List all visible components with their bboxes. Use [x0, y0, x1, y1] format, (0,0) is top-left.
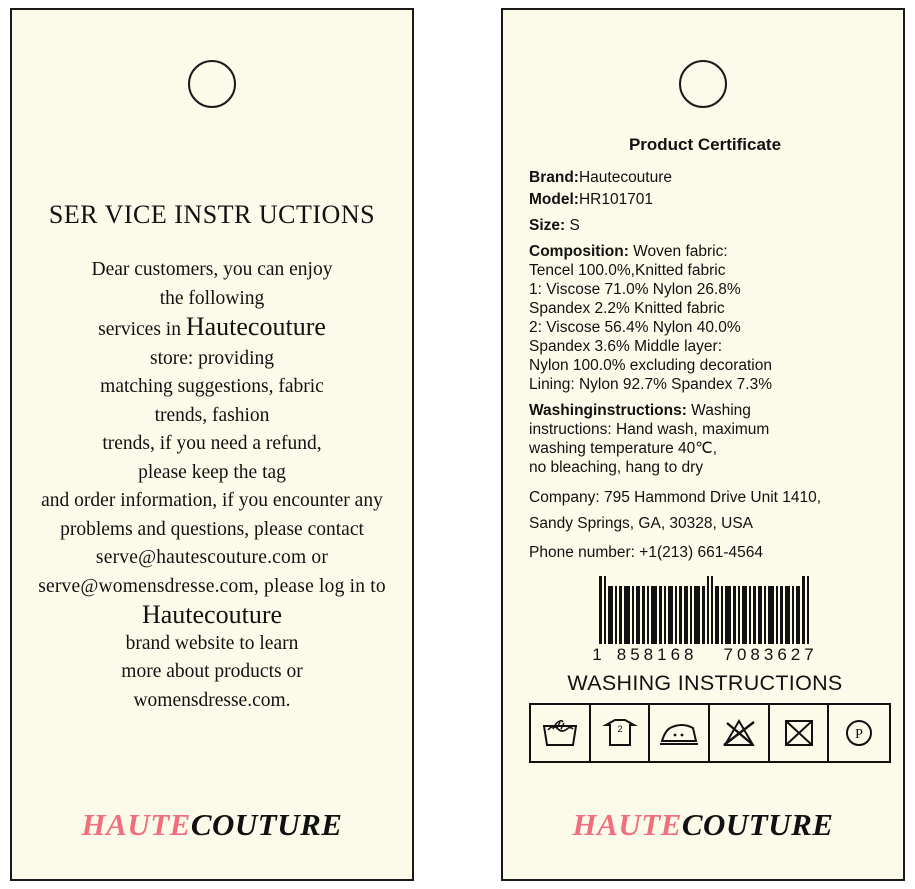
do-not-bleach-icon [710, 705, 770, 761]
field-company-line2: Sandy Springs, GA, 30328, USA [529, 515, 754, 532]
field-company-line1: 795 Hammond Drive Unit 1410, [599, 489, 822, 506]
support-email-line: serve@womensdresse.com, please log in to [38, 575, 386, 597]
brand-logo-haute: HAUTE [81, 807, 191, 842]
body-line-text: services in [98, 319, 181, 340]
iron-icon [650, 705, 710, 761]
brand-name: Hautecouture [141, 600, 283, 629]
washing-line: no bleaching, hang to dry [529, 459, 704, 476]
field-composition-label: Composition: [529, 243, 629, 260]
field-company [529, 485, 881, 537]
certificate-title: Product Certificate [628, 135, 782, 154]
page-title: SER VICE INSTR UCTIONS [48, 200, 376, 229]
punch-hole-icon [679, 60, 727, 108]
composition-line: Nylon 100.0% excluding decoration [529, 357, 772, 374]
brand-logo-haute: HAUTE [572, 807, 682, 842]
body-line: Dear customers, you can enjoy [91, 259, 333, 280]
field-phone-label: Phone number: [529, 544, 635, 561]
body-line: womensdresse.com. [133, 689, 291, 711]
field-washing-first-line: Washing [686, 402, 751, 419]
brand-logo-couture: COUTURE [190, 807, 343, 842]
service-instructions-body [12, 256, 412, 715]
tumble-dry-icon [591, 705, 651, 761]
barcode-lead-digit: 1 [592, 645, 603, 664]
field-phone [529, 543, 881, 562]
field-washing-label: Washinginstructions: [529, 402, 687, 419]
body-line: problems and questions, please contact [60, 518, 364, 540]
brand-logo [12, 807, 412, 843]
hand-wash-icon [531, 705, 591, 761]
svg-text:2: 2 [616, 724, 623, 734]
barcode-group-1: 858168 [616, 645, 698, 664]
field-brand-value: Hautecouture [578, 169, 673, 186]
care-symbols-row [529, 703, 891, 763]
product-certificate-tag [501, 8, 905, 881]
body-line: matching suggestions, fabric [100, 376, 324, 397]
field-phone-value: +1(213) 661-4564 [635, 544, 763, 561]
body-line: trends, fashion [154, 404, 270, 426]
barcode-group-2: 7083627 [723, 645, 818, 664]
field-brand [529, 168, 881, 187]
punch-hole-icon [188, 60, 236, 108]
body-line [20, 313, 404, 345]
washing-line: instructions: Hand wash, maximum [529, 421, 770, 438]
body-line: the following [159, 287, 265, 309]
brand-logo [503, 807, 903, 843]
barcode-image [529, 576, 881, 644]
field-size [529, 216, 881, 235]
barcode-block [529, 576, 881, 664]
composition-line: 2: Viscose 56.4% Nylon 40.0% [529, 319, 741, 336]
body-line: store: providing [149, 347, 275, 369]
composition-line: Spandex 2.2% Knitted fabric [529, 300, 725, 317]
composition-line: Lining: Nylon 92.7% Spandex 7.3% [529, 376, 772, 393]
field-washing-instructions [529, 401, 881, 477]
service-instructions-content [12, 200, 412, 715]
composition-line: 1: Viscose 71.0% Nylon 26.8% [529, 281, 741, 298]
body-line: trends, if you need a refund, [102, 433, 322, 454]
brand-logo-couture: COUTURE [681, 807, 834, 842]
body-line: more about products or [121, 661, 303, 682]
svg-text:P: P [855, 727, 864, 742]
field-model-label: Model: [529, 191, 579, 208]
composition-line: Spandex 3.6% Middle layer: [529, 338, 723, 355]
brand-name: Hautecouture [185, 312, 326, 341]
field-size-value: S [565, 217, 580, 234]
body-line: and order information, if you encounter any [41, 490, 383, 511]
body-line: brand website to learn [125, 632, 299, 654]
field-brand-label: Brand: [529, 169, 579, 186]
field-model-value: HR101701 [578, 191, 654, 208]
field-size-label: Size: [529, 217, 566, 234]
service-instructions-tag [10, 8, 414, 881]
product-certificate-content [529, 135, 881, 763]
barcode-digits [529, 645, 881, 664]
field-composition [529, 242, 881, 394]
washing-instructions-title: WASHING INSTRUCTIONS [567, 671, 843, 695]
composition-line: Tencel 100.0%,Knitted fabric [529, 262, 726, 279]
support-email-line: serve@hautescouture.com or [95, 547, 329, 568]
field-company-label: Company: [529, 489, 600, 506]
washing-line: washing temperature 40℃, [529, 440, 718, 457]
field-composition-first-line: Woven fabric: [628, 243, 728, 260]
do-not-tumble-dry-icon [770, 705, 830, 761]
field-model [529, 190, 881, 209]
body-line: please keep the tag [138, 461, 286, 483]
professional-clean-p-icon [829, 705, 889, 761]
